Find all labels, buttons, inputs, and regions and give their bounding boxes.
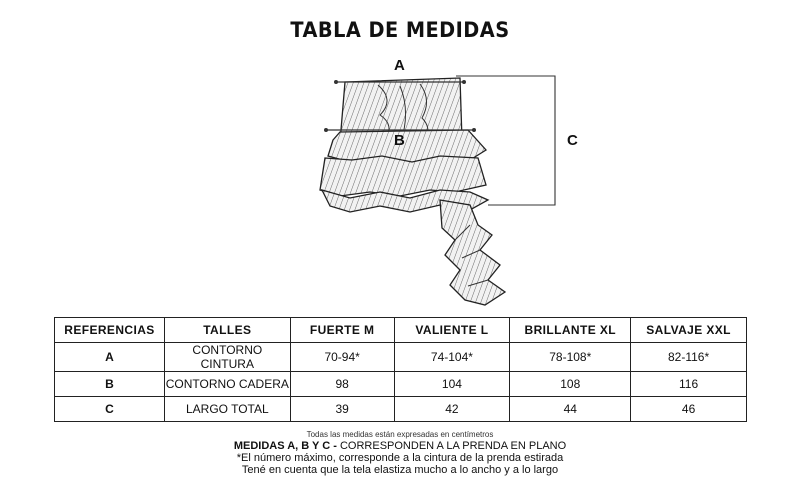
row-talle: LARGO TOTAL [164, 397, 290, 422]
note-elastiza: Tené en cuenta que la tela elastiza mucho a lo ancho y a lo largo [241, 464, 559, 476]
row-talle: CONTORNO CADERA [164, 372, 290, 397]
row-ref: A [55, 343, 165, 372]
header-talles: TALLES [164, 318, 290, 343]
cell-l: 104 [394, 372, 510, 397]
table-header-row [55, 318, 747, 343]
cell-xxl: 82-116* [631, 343, 747, 372]
skirt-cascade-ruffle [440, 200, 505, 305]
skirt-ruffle-tier [320, 156, 486, 196]
cell-xxl: 46 [631, 397, 747, 422]
header-referencias: REFERENCIAS [55, 318, 165, 343]
size-table [54, 317, 747, 422]
header-fuerte-m: FUERTE M [290, 318, 394, 343]
skirt-illustration [310, 52, 600, 314]
row-talle: CONTORNO CINTURA [164, 343, 290, 372]
cell-xl: 108 [510, 372, 631, 397]
label-c: C [567, 132, 578, 149]
cell-l: 42 [394, 397, 510, 422]
cell-m: 39 [290, 397, 394, 422]
note-maximo: *El número máximo, corresponde a la cintura de la prenda estirada [236, 452, 564, 464]
cell-xl: 44 [510, 397, 631, 422]
cell-m: 70-94* [290, 343, 394, 372]
table-row [55, 343, 747, 372]
notes-block [0, 430, 800, 476]
note-bold-lead: MEDIDAS A, B Y C - [233, 440, 337, 452]
cell-xl: 78-108* [510, 343, 631, 372]
table-row [55, 397, 747, 422]
note-units: Todas las medidas están expresadas en centímetros [306, 430, 494, 439]
note-plano-text: CORRESPONDEN A LA PRENDA EN PLANO [336, 440, 567, 452]
cell-l: 74-104* [394, 343, 510, 372]
page-title: TABLA DE MEDIDAS [290, 18, 510, 42]
label-b: B [394, 132, 405, 149]
label-a: A [394, 57, 405, 74]
row-ref: C [55, 397, 165, 422]
cell-m: 98 [290, 372, 394, 397]
header-valiente-l: VALIENTE L [394, 318, 510, 343]
cell-xxl: 116 [631, 372, 747, 397]
table-row [55, 372, 747, 397]
note-plano [0, 440, 800, 452]
row-ref: B [55, 372, 165, 397]
header-brillante-xl: BRILLANTE XL [510, 318, 631, 343]
header-salvaje-xxl: SALVAJE XXL [631, 318, 747, 343]
